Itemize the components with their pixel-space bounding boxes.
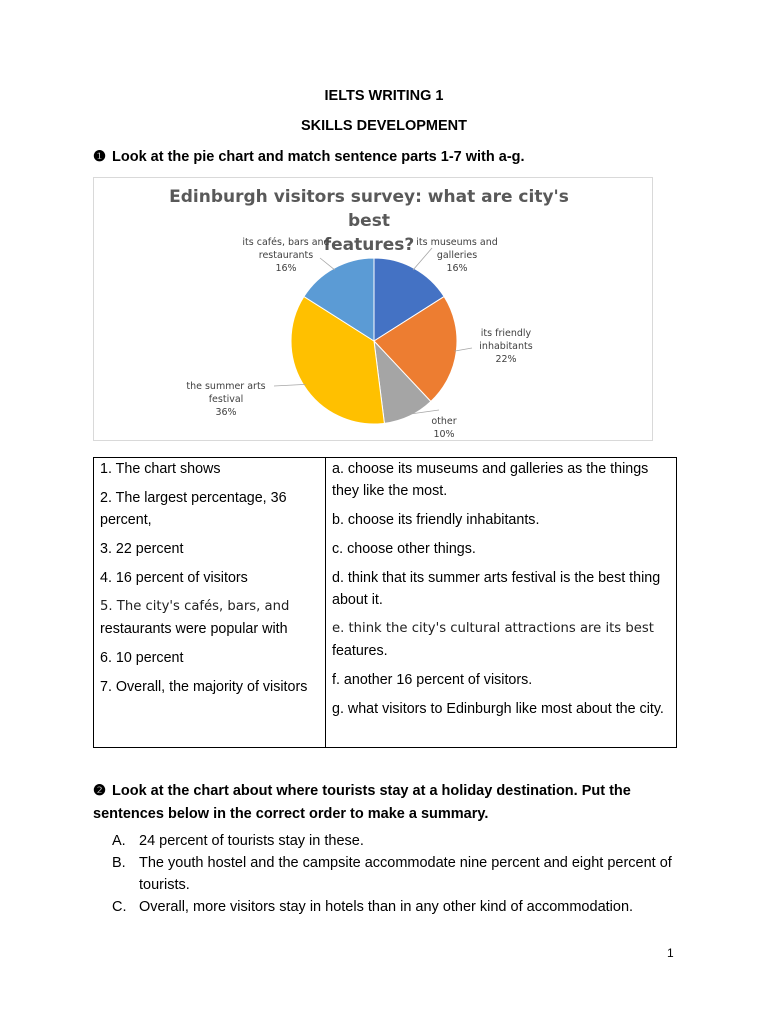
sentence-beginning-2: 2. The largest percentage, 36 percent, bbox=[100, 490, 287, 528]
document-title: IELTS WRITING 1 bbox=[324, 88, 444, 104]
slice-label-festival-line-2: festival bbox=[208, 394, 244, 405]
document-subtitle: SKILLS DEVELOPMENT bbox=[301, 118, 467, 134]
slice-label-inhabitants-line-2: inhabitants bbox=[479, 341, 533, 352]
slice-label-other bbox=[421, 415, 467, 441]
sentence-beginning-3: 3. 22 percent bbox=[100, 541, 184, 557]
sentence-ending-b: b. choose its friendly inhabitants. bbox=[332, 512, 540, 528]
slice-label-festival-line-1: the summer arts bbox=[186, 381, 266, 392]
sentence-ending-a: a. choose its museums and galleries as the things they like the most. bbox=[332, 461, 649, 499]
summary-sentence-a bbox=[93, 830, 693, 852]
summary-sentence-c-text: Overall, more visitors stay in hotels than in any other kind of accommodation. bbox=[139, 899, 634, 915]
slice-label-festival bbox=[176, 380, 276, 419]
slice-value-cafes: 16% bbox=[275, 263, 297, 274]
slice-label-cafes-line-2: restaurants bbox=[258, 250, 314, 261]
summary-sentence-b bbox=[93, 852, 693, 896]
slice-label-cafes bbox=[233, 236, 339, 275]
leader-line-festival bbox=[274, 384, 306, 386]
question-2-text-1: Look at the chart about where tourists stay at a holiday destination. Put the bbox=[112, 783, 631, 799]
sentence-beginning-4: 4. 16 percent of visitors bbox=[100, 570, 248, 586]
summary-sentence-c-letter: C. bbox=[112, 899, 127, 915]
slice-label-inhabitants bbox=[470, 327, 542, 366]
chart-title-line-2: features? bbox=[323, 235, 415, 255]
sentence-ending-d: d. think that its summer arts festival is the best thing about it. bbox=[332, 570, 661, 608]
pie-chart-figure bbox=[93, 177, 653, 441]
slice-value-other: 10% bbox=[433, 429, 455, 440]
question-2-number-icon: ❷ bbox=[93, 783, 106, 799]
slice-label-cafes-line-1: its cafés, bars and bbox=[242, 237, 330, 248]
slice-value-inhabitants: 22% bbox=[495, 354, 517, 365]
question-2-instruction bbox=[93, 780, 631, 826]
slice-label-inhabitants-line-1: its friendly bbox=[480, 328, 532, 339]
page-number: 1 bbox=[667, 946, 674, 960]
sentence-ending-e-continued: features. bbox=[332, 643, 388, 659]
matching-table bbox=[93, 457, 677, 748]
sentence-ending-f: f. another 16 percent of visitors. bbox=[332, 672, 533, 688]
sentence-ending-e: e. think the city's cultural attractions are its best bbox=[332, 621, 654, 636]
question-2-line-2: sentences below in the correct order to make a summary. bbox=[93, 806, 489, 822]
slice-label-museums-line-1: its museums and bbox=[416, 237, 498, 248]
slice-label-other-line-1: other bbox=[431, 416, 457, 427]
summary-sentence-b-letter: B. bbox=[112, 855, 126, 871]
question-1-text: Look at the pie chart and match sentence parts 1-7 with a-g. bbox=[112, 149, 525, 165]
question-1-instruction bbox=[93, 146, 525, 169]
slice-value-festival: 36% bbox=[215, 407, 237, 418]
summary-sentences-list bbox=[93, 830, 693, 918]
sentence-beginning-1: 1. The chart shows bbox=[100, 461, 221, 477]
sentence-beginning-7: 7. Overall, the majority of visitors bbox=[100, 679, 308, 695]
sentence-beginning-6: 6. 10 percent bbox=[100, 650, 184, 666]
sentence-beginning-5-continued: restaurants were popular with bbox=[100, 621, 288, 637]
sentence-endings-column bbox=[326, 458, 677, 748]
summary-sentence-a-letter: A. bbox=[112, 833, 126, 849]
slice-value-museums: 16% bbox=[446, 263, 468, 274]
sentence-beginning-5: 5. The city's cafés, bars, and bbox=[100, 599, 290, 614]
sentence-ending-g: g. what visitors to Edinburgh like most about the city. bbox=[332, 701, 664, 717]
slice-label-museums-line-2: galleries bbox=[436, 250, 478, 261]
summary-sentence-b-text: The youth hostel and the campsite accommodate nine percent and eight percent of tourists. bbox=[139, 855, 672, 893]
question-2-line-1 bbox=[93, 780, 631, 803]
sentence-ending-c: c. choose other things. bbox=[332, 541, 476, 557]
chart-title-line-1: Edinburgh visitors survey: what are city's best bbox=[169, 187, 569, 231]
summary-sentence-a-text: 24 percent of tourists stay in these. bbox=[139, 833, 364, 849]
sentence-beginnings-column bbox=[94, 458, 326, 748]
slice-label-museums bbox=[412, 236, 502, 275]
summary-sentence-c bbox=[93, 896, 693, 918]
question-1-number-icon: ❶ bbox=[93, 149, 106, 165]
